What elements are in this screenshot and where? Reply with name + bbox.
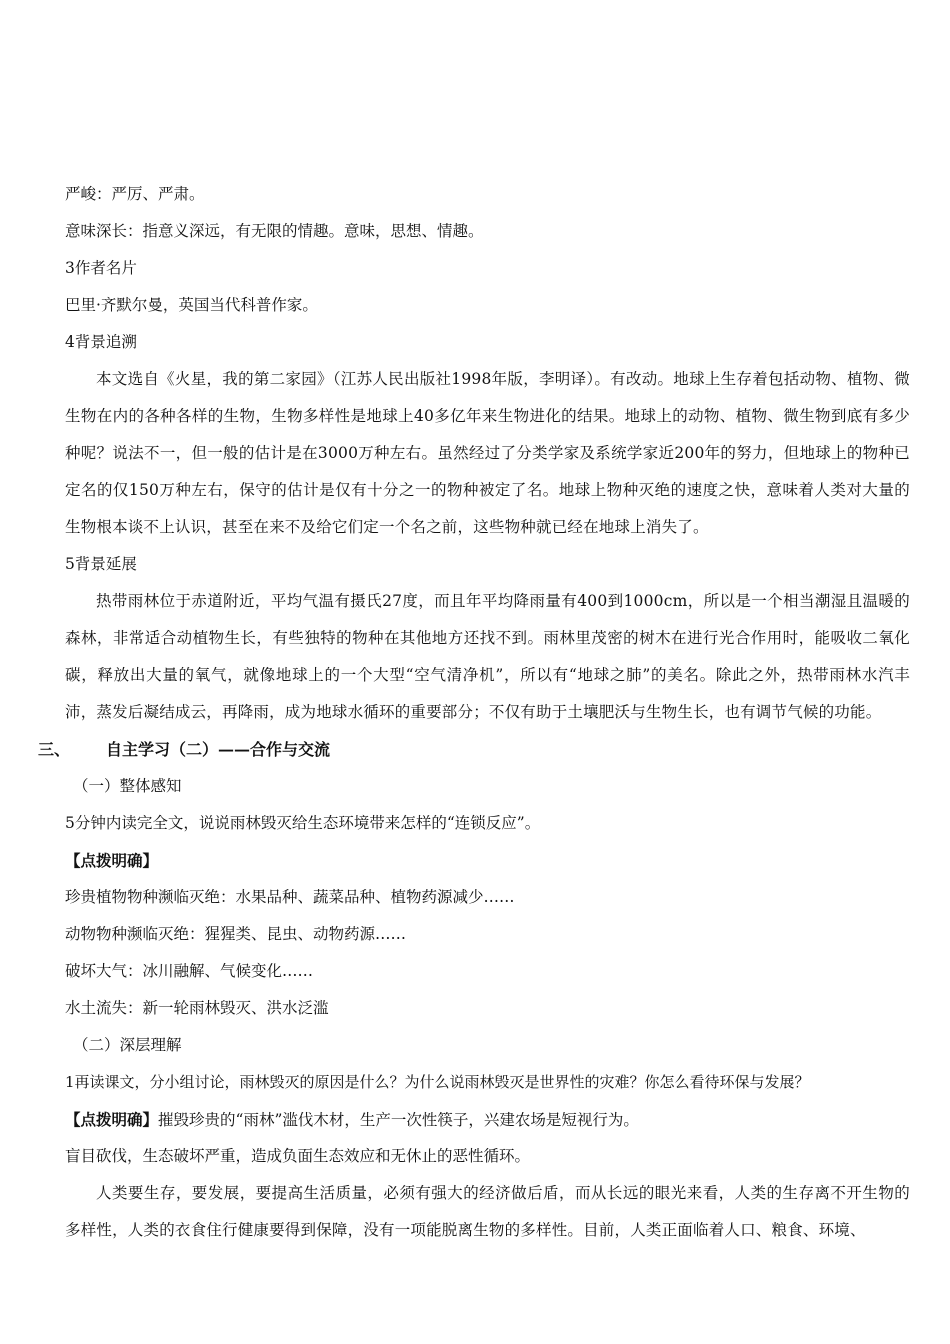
hint-answer <box>65 1101 910 1138</box>
background-paragraph: 本文选自《火星，我的第二家园》（江苏人民出版社1998年版，李明译）。有改动。地球上生存着包括动物、植物、微生物在内的各种各样的生物，生物多样性是地球上40多亿年来生物进化的结果。地球上的动物、植物、微生物到底有多少种呢？说法不一，但一般的估计是在3000万种左右。虽然经过了分类学家及系统学家近200年的努力，但地球上的物种已定名的仅150万种左右，保守的估计是仅有十分之一的物种被定了名。地球上物种灭绝的速度之快，意味着人类对大量的生物根本谈不上认识，甚至在来不及给它们定一个名之前，这些物种就已经在地球上消失了。 <box>65 370 910 536</box>
blind-logging: 盲目砍伐，生态破坏严重，造成负面生态效应和无休止的恶性循环。 <box>65 1147 531 1165</box>
rainforest-paragraph: 热带雨林位于赤道附近，平均气温有摄氏27度，而且年平均降雨量有400到1000cm，所以是一个相当潮湿且温暖的森林，非常适合动植物生长，有些独特的物种在其他地方还找不到。雨林里茂密的树木在进行光合作用时，能吸收二氧化碳，释放出大量的氧气，就像地球上的一个大型“空气清净机”，所以有“地球之肺”的美名。除此之外，热带雨林水汽丰沛，蒸发后凝结成云，再降雨，成为地球水循环的重要部分；不仅有助于土壤肥沃与生物生长，也有调节气候的功能。 <box>65 592 910 721</box>
consequence-erosion: 水土流失：新一轮雨林毁灭、洪水泛滥 <box>65 999 329 1017</box>
survival-paragraph: 人类要生存，要发展，要提高生活质量，必须有强大的经济做后盾，而从长远的眼光来看，人类的生存离不开生物的多样性，人类的衣食住行健康要得到保障，没有一项能脱离生物的多样性。目前，人类正面临着人口、粮食、环境、 <box>65 1184 910 1239</box>
hint-label: 【点拨明确】 <box>65 851 159 870</box>
section-three-title <box>38 731 910 768</box>
author-info: 巴里·齐默尔曼，英国当代科普作家。 <box>65 296 318 314</box>
subheading-overall: （一）整体感知 <box>73 777 182 795</box>
discussion-question: 1再读课文，分小组讨论，雨林毁灭的原因是什么？为什么说雨林毁灭是世界性的灾难？你怎么看待环保与发展？ <box>65 1073 810 1091</box>
consequence-animals: 动物物种濒临灭绝：猩猩类、昆虫、动物药源…… <box>65 925 407 943</box>
subheading-deep: （二）深层理解 <box>73 1036 182 1054</box>
heading-background: 4背景追溯 <box>65 333 137 351</box>
definition-yanjun: 严峻：严厉、严肃。 <box>65 185 205 203</box>
task-reading: 5分钟内读完全文，说说雨林毁灭给生态环境带来怎样的“连锁反应”。 <box>65 814 541 832</box>
heading-author: 3作者名片 <box>65 259 137 277</box>
section-title-text: 自主学习（二）——合作与交流 <box>106 740 331 759</box>
section-number: 三、 <box>38 740 71 759</box>
consequence-plants: 珍贵植物物种濒临灭绝：水果品种、蔬菜品种、植物药源减少…… <box>65 888 515 906</box>
definition-yiwei: 意味深长：指意义深远，有无限的情趣。意味，思想、情趣。 <box>65 222 484 240</box>
hint-answer-label: 【点拨明确】 <box>65 1110 159 1129</box>
hint-answer-text: 摧毁珍贵的“雨林”滥伐木材，生产一次性筷子，兴建农场是短视行为。 <box>158 1111 639 1129</box>
document-content <box>38 176 910 1249</box>
consequence-atmosphere: 破坏大气：冰川融解、气候变化…… <box>65 962 314 980</box>
heading-background-extension: 5背景延展 <box>65 555 137 573</box>
